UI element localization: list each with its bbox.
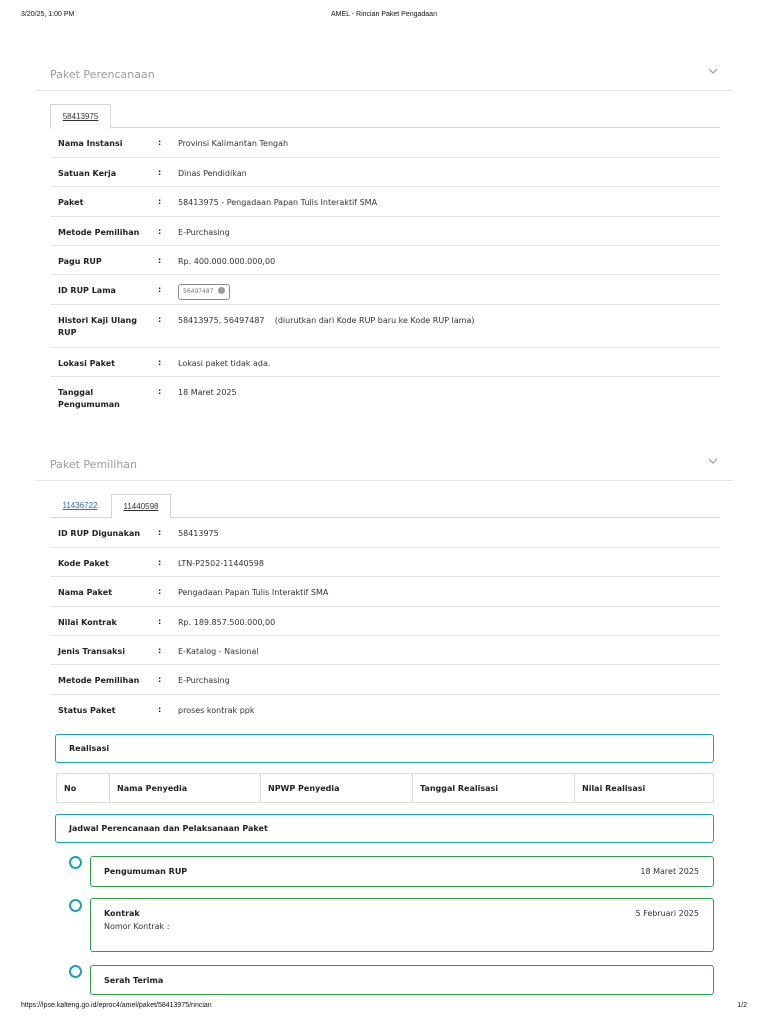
- row-label: Satuan Kerja: [58, 169, 117, 178]
- row-label: Paket: [58, 198, 84, 207]
- row-jenis-transaksi: [50, 636, 720, 665]
- row-colon: :: [158, 528, 162, 537]
- row-label: Metode Pemilihan: [58, 676, 140, 685]
- row-label: Metode Pemilihan: [58, 228, 140, 237]
- row-colon: :: [158, 197, 162, 206]
- row-colon: :: [158, 387, 162, 396]
- col-npwp-penyedia: NPWP Penyedia: [261, 774, 413, 802]
- timeline-item-date: 5 Februari 2025: [635, 909, 699, 918]
- pemilihan-header[interactable]: [36, 449, 733, 481]
- row-label: Tanggal Pengumuman: [58, 388, 120, 409]
- timeline-item-serah-terima: [90, 965, 714, 995]
- timeline-item-date: 18 Maret 2025: [640, 867, 699, 876]
- row-pagu-rup: [50, 246, 720, 275]
- row-value: Provinsi Kalimantan Tengah: [178, 139, 289, 148]
- chevron-down-icon[interactable]: [707, 455, 719, 467]
- row-value: Dinas Pendidikan: [178, 169, 247, 178]
- row-value: proses kontrak ppk: [178, 706, 255, 715]
- row-label: Jenis Transaksi: [58, 647, 125, 656]
- row-colon: :: [158, 227, 162, 236]
- timeline-item-title: Kontrak: [104, 909, 140, 918]
- col-nama-penyedia: Nama Penyedia: [110, 774, 261, 802]
- row-lokasi-paket: [50, 348, 720, 377]
- row-colon: :: [158, 587, 162, 596]
- timeline-dot: [69, 856, 82, 869]
- row-value: Lokasi paket tidak ada.: [178, 359, 271, 368]
- row-colon: :: [158, 705, 162, 714]
- pemilihan-title: Paket Pemilihan: [50, 458, 138, 471]
- row-value: 58413975 - Pengadaan Papan Tulis Interaktif SMA: [178, 198, 378, 207]
- row-value: E-Purchasing: [178, 228, 230, 237]
- row-status-paket: [50, 695, 720, 725]
- row-nama-paket: [50, 577, 720, 607]
- row-colon: :: [158, 558, 162, 567]
- row-id-rup-lama: [50, 275, 720, 305]
- col-nilai-realisasi: Nilai Realisasi: [582, 784, 646, 793]
- row-colon: :: [158, 358, 162, 367]
- row-value: [178, 285, 230, 301]
- realisasi-title: Realisasi: [69, 744, 110, 753]
- timeline-dot: [69, 899, 82, 912]
- timeline-item-kontrak: [90, 898, 714, 952]
- row-paket: [50, 187, 720, 217]
- row-kode-paket: [50, 548, 720, 577]
- timeline-item-title: Serah Terima: [104, 976, 164, 985]
- row-colon: :: [158, 675, 162, 684]
- print-doc-title: AMEL - Rincian Paket Pengadaan: [331, 11, 437, 18]
- row-tanggal-pengumuman: [50, 377, 720, 417]
- row-label: Kode Paket: [58, 559, 109, 568]
- row-metode-pemilihan: [50, 665, 720, 695]
- row-value: Pengadaan Papan Tulis Interaktif SMA: [178, 588, 329, 597]
- timeline-item-title: Pengumuman RUP: [104, 867, 188, 876]
- col-no: No: [57, 774, 110, 802]
- row-value: 58413975: [178, 529, 219, 538]
- row-nilai-kontrak: [50, 607, 720, 636]
- info-icon: [218, 287, 225, 294]
- chevron-down-icon[interactable]: [707, 65, 719, 77]
- row-value: Rp. 400.000.000.000,00: [178, 257, 276, 266]
- realisasi-table-header: [56, 773, 714, 803]
- row-colon: :: [158, 315, 162, 324]
- pemilihan-tabs: [50, 494, 720, 518]
- col-tanggal-realisasi: Tanggal Realisasi: [413, 774, 575, 802]
- row-label: Histori Kaji Ulang RUP: [58, 316, 137, 337]
- jadwal-title: Jadwal Perencanaan dan Pelaksanaan Paket: [69, 824, 268, 833]
- row-value: 58413975, 56497487 (diurutkan dari Kode RUP baru ke Kode RUP lama): [178, 316, 475, 325]
- perencanaan-tabs: [50, 104, 720, 128]
- print-header: [0, 11, 768, 23]
- row-label: Nama Paket: [58, 588, 113, 597]
- perencanaan-header[interactable]: [36, 59, 733, 91]
- tab-11440598[interactable]: 11440598: [111, 494, 171, 519]
- nomor-kontrak-label: Nomor Kontrak :: [104, 922, 170, 931]
- row-label: Lokasi Paket: [58, 359, 116, 368]
- jadwal-panel-header[interactable]: [55, 814, 714, 843]
- tab-11436722[interactable]: 11436722: [62, 501, 98, 510]
- row-value: 18 Maret 2025: [178, 388, 237, 397]
- row-nama-instansi: [50, 128, 720, 158]
- row-value: Rp. 189.857.500.000,00: [178, 618, 276, 627]
- print-datetime: 3/20/25, 1:00 PM: [21, 11, 75, 18]
- print-footer: [0, 1002, 768, 1014]
- row-colon: :: [158, 138, 162, 147]
- row-value: E-Purchasing: [178, 676, 230, 685]
- timeline-dot: [69, 965, 82, 978]
- perencanaan-title: Paket Perencanaan: [50, 68, 155, 81]
- rup-lama-id: 56497487: [183, 288, 214, 295]
- row-value: E-Katalog - Nasional: [178, 647, 259, 656]
- row-histori-kaji-ulang: [50, 305, 720, 348]
- row-metode-pemilihan: [50, 217, 720, 246]
- row-colon: :: [158, 617, 162, 626]
- row-colon: :: [158, 285, 162, 294]
- realisasi-panel-header[interactable]: [55, 734, 714, 763]
- row-id-rup-digunakan: [50, 518, 720, 548]
- timeline-item-pengumuman-rup: [90, 856, 714, 887]
- row-satuan-kerja: [50, 158, 720, 187]
- tab-58413975[interactable]: 58413975: [50, 104, 111, 129]
- row-colon: :: [158, 646, 162, 655]
- row-label: Status Paket: [58, 706, 116, 715]
- row-colon: :: [158, 256, 162, 265]
- row-label: ID RUP Lama: [58, 286, 116, 295]
- row-label: Pagu RUP: [58, 257, 102, 266]
- print-page-number: 1/2: [737, 1002, 747, 1009]
- row-label: Nama Instansi: [58, 139, 123, 148]
- rup-lama-badge[interactable]: [178, 284, 230, 300]
- row-value: LTN-P2502-11440598: [178, 559, 264, 568]
- print-url: https://lpse.kalteng.go.id/eproc4/amel/paket/58413975/rincian: [21, 1002, 212, 1009]
- row-colon: :: [158, 168, 162, 177]
- row-label: ID RUP Digunakan: [58, 529, 141, 538]
- row-label: Nilai Kontrak: [58, 618, 117, 627]
